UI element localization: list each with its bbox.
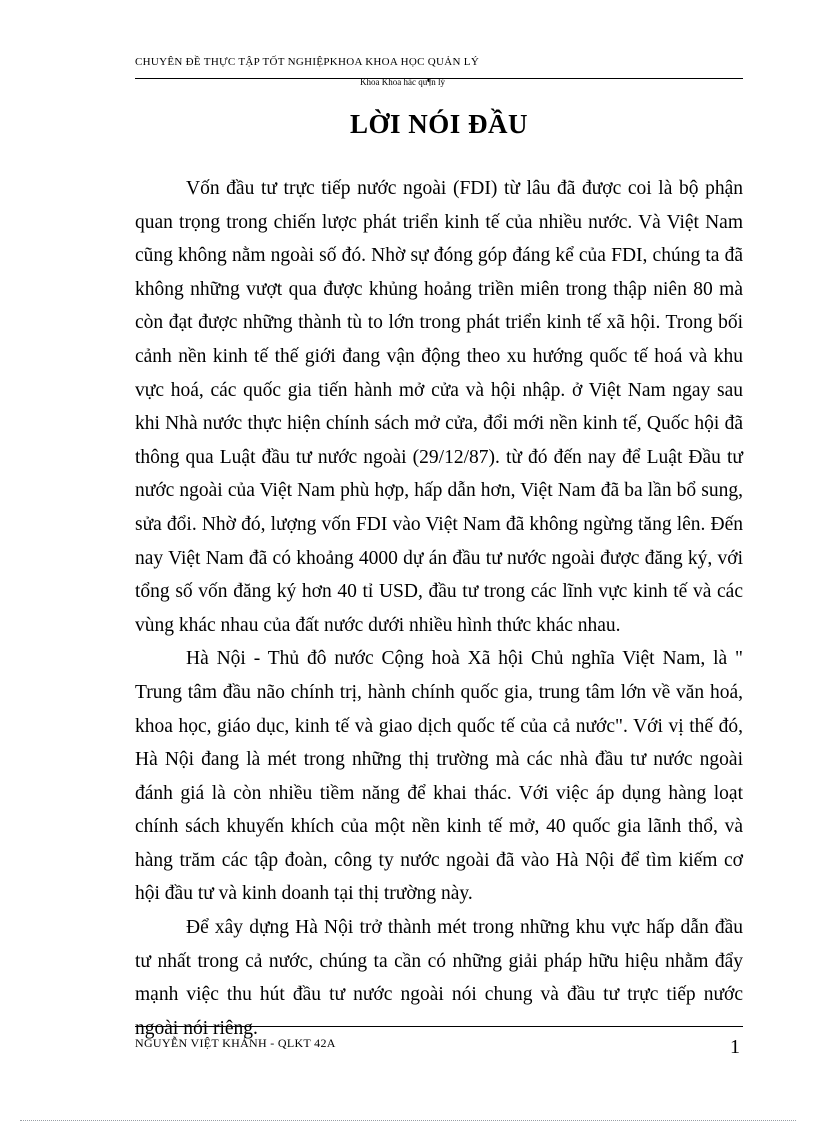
- page-title: LỜI NÓI ĐẦU: [349, 109, 529, 139]
- header-title: CHUYÊN ĐỀ THỰC TẬP TỐT NGHIỆPKHOA KHOA HỌC QUẢN LÝ: [135, 56, 480, 68]
- body-text: [135, 172, 743, 1045]
- paragraph: Hà Nội - Thủ đô nước Cộng hoà Xã hội Chủ nghĩa Việt Nam, là " Trung tâm đầu não chính trị, hành chính quốc gia, trung tâm lớn về văn hoá, khoa học, giáo dục, kinh tế và giao dịch quốc tế của cả nước". Với vị thế đó, Hà Nội đang là mét trong những thị trường mà các nhà đầu tư nước ngoài đánh giá là còn nhiều tiềm năng để khai thác. Với việc áp dụng hàng loạt chính sách khuyến khích của một nền kinh tế mở, 40 quốc gia lãnh thổ, và hàng trăm các tập đoàn, công ty nước ngoài đã vào Hà Nội để tìm kiếm cơ hội đầu tư và kinh doanh tại thị trường này.: [135, 648, 743, 905]
- paragraph: Để xây dựng Hà Nội trở thành mét trong những khu vực hấp dẫn đầu tư nhất trong cả nước, chúng ta cần có những giải pháp hữu hiệu nhằm đẩy mạnh việc thu hút đầu tư nước ngoài nói chung và đầu tư trực tiếp nước ngoài nói riêng.: [135, 917, 743, 1039]
- footer-divider: [135, 1026, 743, 1027]
- header-subtitle: Khoa Khoa häc qu¶n lý: [360, 77, 446, 87]
- paragraph: Vốn đầu tư trực tiếp nước ngoài (FDI) từ lâu đã được coi là bộ phận quan trọng trong chiến lược phát triển kinh tế của nhiều nước. Và Việt Nam cũng không nằm ngoài số đó. Nhờ sự đóng góp đáng kể của FDI, chúng ta đã không những vượt qua được khủng hoảng triền miên trong thập niên 80 mà còn đạt được những thành tù to lớn trong phát triển kinh tế xã hội. Trong bối cảnh nền kinh tế thế giới đang vận động theo xu hướng quốc tế hoá và khu vực hoá, các quốc gia tiến hành mở cửa và hội nhập. ở Việt Nam ngay sau khi Nhà nước thực hiện chính sách mở cửa, đổi mới nền kinh tế, Quốc hội đã thông qua Luật đầu tư nước ngoài (29/12/87). từ đó đến nay để Luật Đầu tư nước ngoài của Việt Nam phù hợp, hấp dẫn hơn, Việt Nam đã ba lần bổ sung, sửa đổi. Nhờ đó, lượng vốn FDI vào Việt Nam đã không ngừng tăng lên. Đến nay Việt Nam đã có khoảng 4000 dự án đầu tư nước ngoài được đăng ký, với tổng số vốn đăng ký hơn 40 tỉ USD, đầu tư trong các lĩnh vực kinh tế và các vùng khác nhau của đất nước dưới nhiều hình thức khác nhau.: [135, 178, 743, 636]
- footer-author: NGUYỄN VIỆT KHÁNH - QLKT 42A: [135, 1036, 336, 1050]
- page-number: 1: [730, 1036, 740, 1058]
- page-break-line: [20, 1120, 796, 1121]
